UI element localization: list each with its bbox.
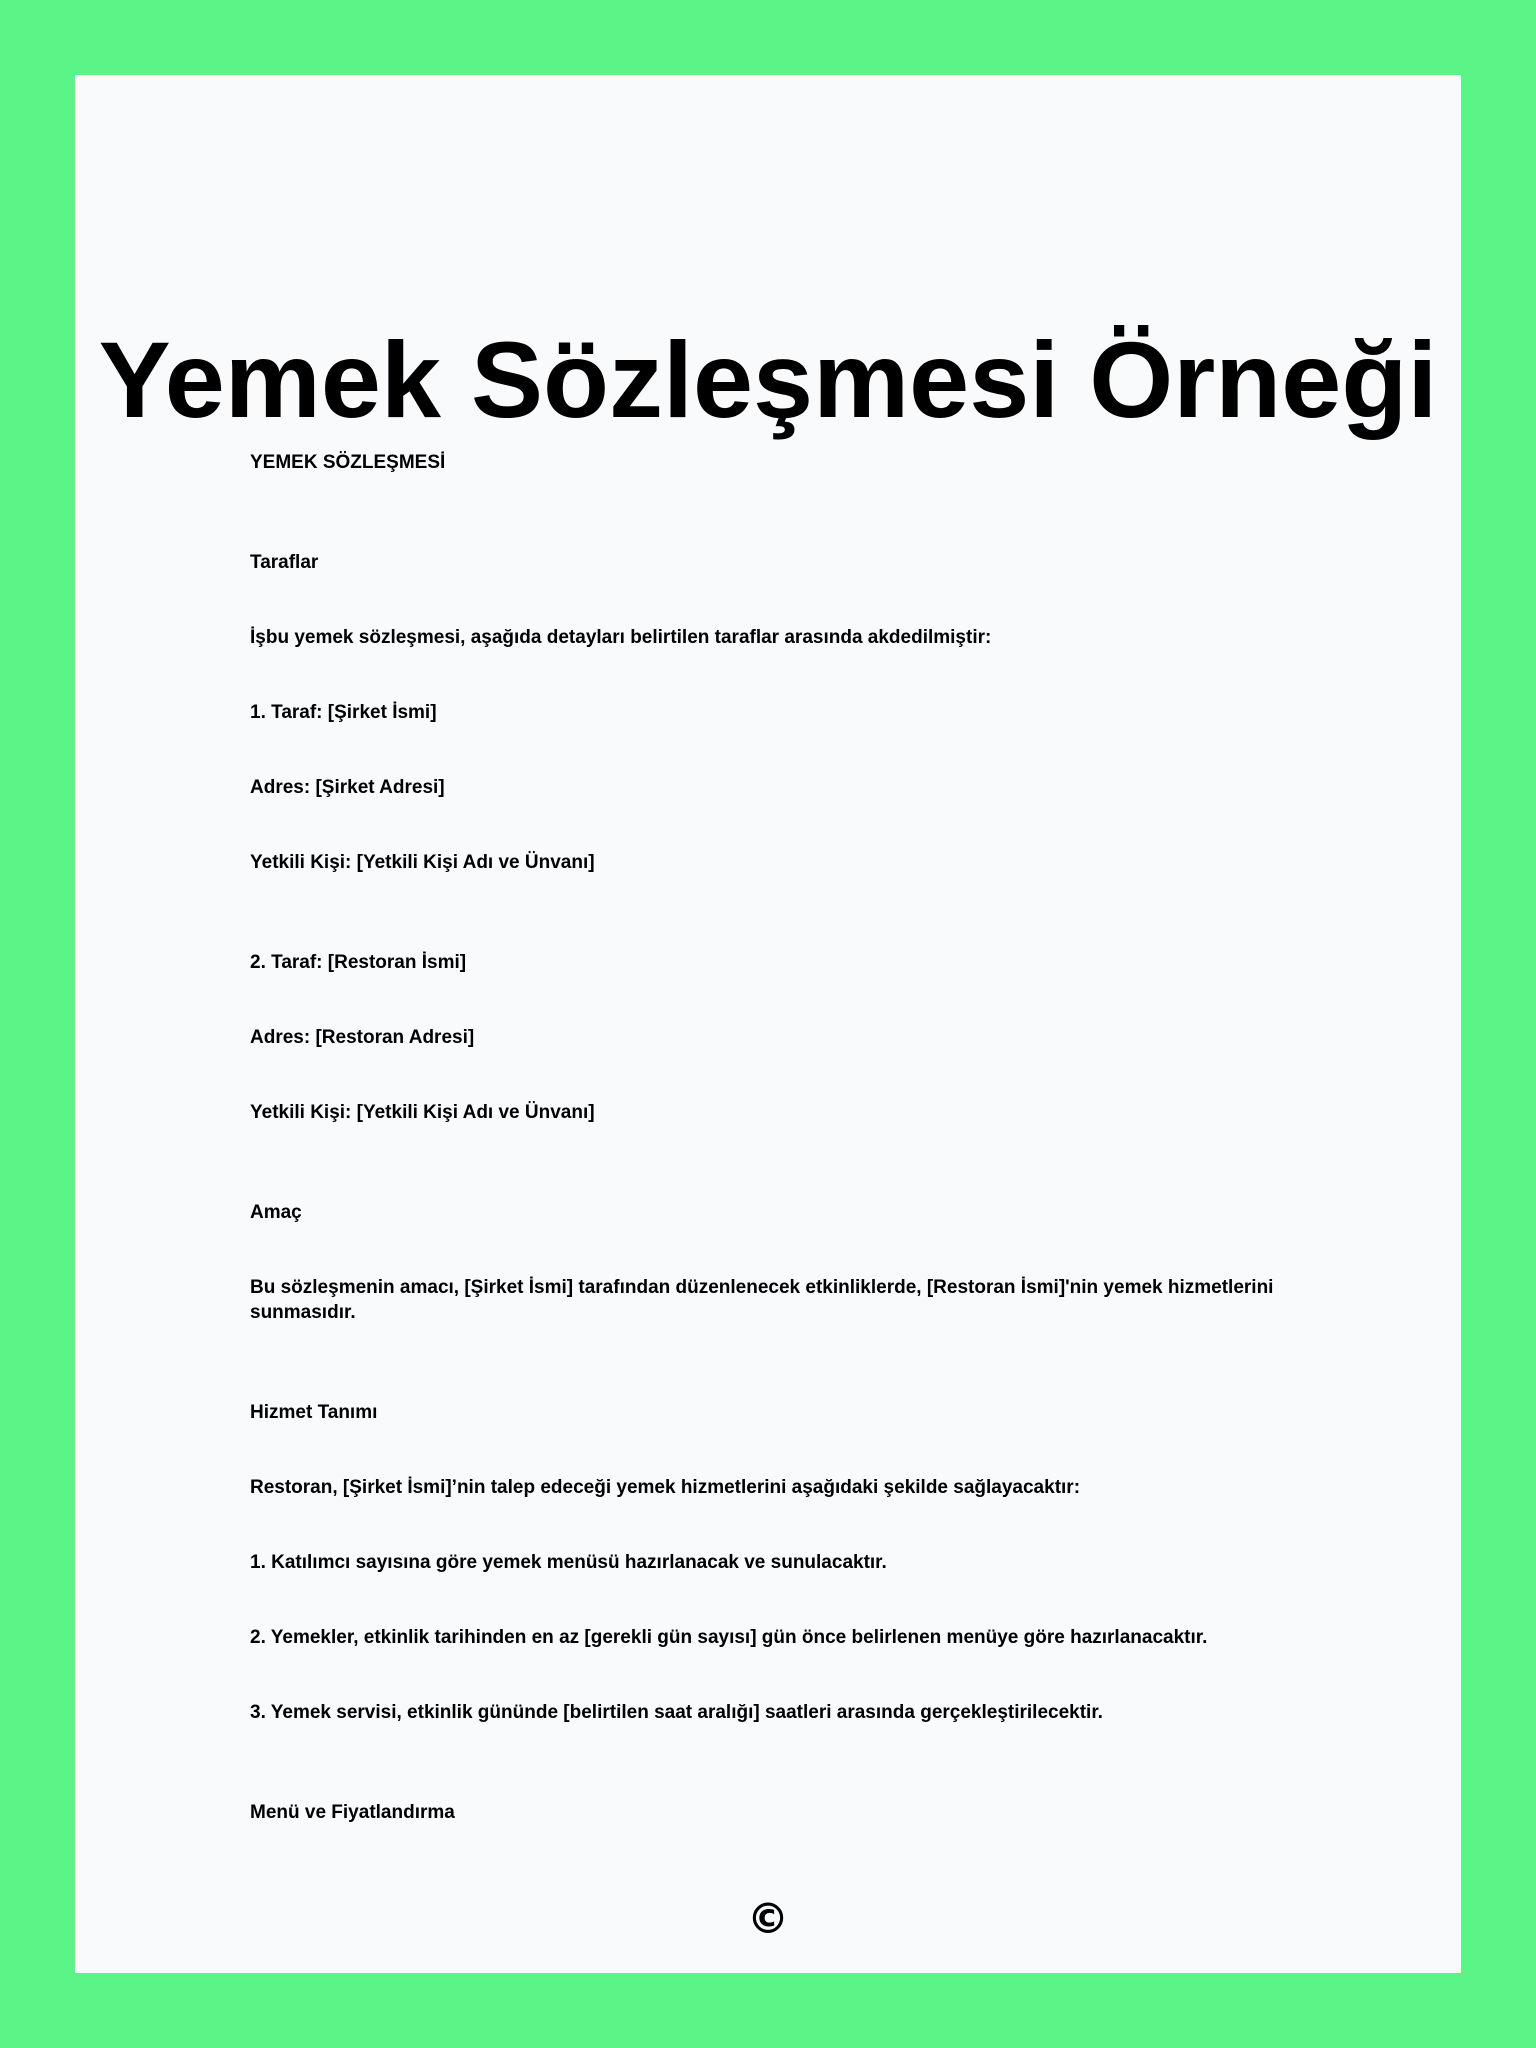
service-intro: Restoran, [Şirket İsmi]’nin talep edeceği yemek hizmetlerini aşağıdaki şekilde sağlayacaktır:	[250, 1477, 1081, 1498]
section-title-purpose: Amaç	[250, 1202, 302, 1223]
party2-name: 2. Taraf: [Restoran İsmi]	[250, 952, 467, 973]
service-item-3: 3. Yemek servisi, etkinlik gününde [belirtilen saat aralığı] saatleri arasında gerçekleştirilecektir.	[250, 1702, 1103, 1723]
party1-address: Adres: [Şirket Adresi]	[250, 777, 445, 798]
copyright-icon: ©	[747, 1894, 789, 1943]
party2-contact: Yetkili Kişi: [Yetkili Kişi Adı ve Ünvanı]	[250, 1102, 595, 1123]
section-title-service: Hizmet Tanımı	[250, 1402, 378, 1423]
service-item-2: 2. Yemekler, etkinlik tarihinden en az [gerekli gün sayısı] gün önce belirlenen menüye göre hazırlanacaktır.	[250, 1627, 1208, 1648]
contract-heading: YEMEK SÖZLEŞMESİ	[250, 452, 446, 473]
party1-contact: Yetkili Kişi: [Yetkili Kişi Adı ve Ünvanı]	[250, 852, 595, 873]
document-content	[250, 75, 1360, 1973]
parties-intro: İşbu yemek sözleşmesi, aşağıda detayları belirtilen taraflar arasında akdedilmiştir:	[250, 627, 992, 648]
party1-name: 1. Taraf: [Şirket İsmi]	[250, 702, 437, 723]
document-page	[75, 75, 1461, 1973]
page-title: Yemek Sözleşmesi Örneği	[98, 319, 1438, 440]
purpose-text: Bu sözleşmenin amacı, [Şirket İsmi] tarafından düzenlenecek etkinliklerde, [Restoran İsmi]'nin yemek hizmetlerini sunmasıdır.	[250, 1277, 1274, 1323]
service-item-1: 1. Katılımcı sayısına göre yemek menüsü hazırlanacak ve sunulacaktır.	[250, 1552, 887, 1573]
section-title-menu-pricing: Menü ve Fiyatlandırma	[250, 1802, 455, 1823]
section-title-parties: Taraflar	[250, 552, 319, 573]
party2-address: Adres: [Restoran Adresi]	[250, 1027, 475, 1048]
